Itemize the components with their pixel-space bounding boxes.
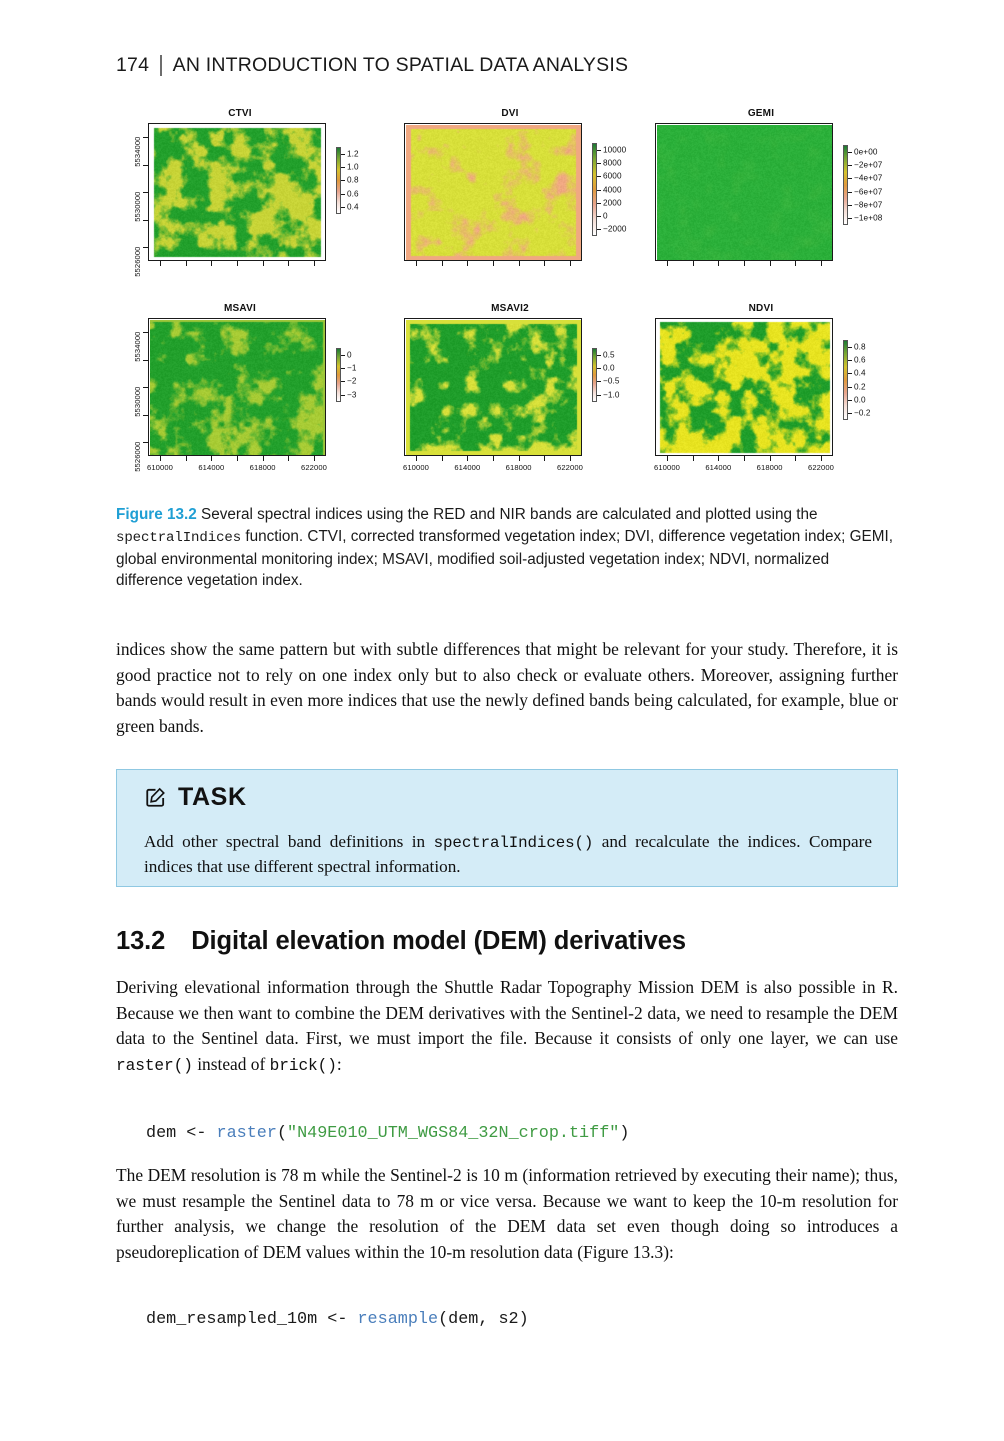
x-tick-label: 618000 xyxy=(505,463,532,472)
code-text: dem_resampled_10m <- xyxy=(146,1310,358,1329)
raster-plot xyxy=(148,318,326,456)
x-tick xyxy=(770,261,771,266)
section-text-1: Deriving elevational information through the Shuttle Radar Topography Mission DEM is also possible in R. Because we then want to combine the DEM derivatives with the Sentinel-2 data, we need to resample the DEM data to the Sentinel data. First, we must import the file. Because it consists of only one layer, we can use xyxy=(116,977,898,1049)
legend-tick xyxy=(597,150,601,151)
figure-row-top xyxy=(112,105,912,300)
x-tick xyxy=(821,261,822,266)
x-tick-label: 610000 xyxy=(654,463,680,472)
legend-label: −1.0 xyxy=(603,390,620,400)
x-tick-label: 618000 xyxy=(756,463,783,472)
x-tick xyxy=(160,261,161,266)
legend-tick xyxy=(848,400,852,401)
code-paren-open: ( xyxy=(276,1124,288,1143)
x-tick xyxy=(544,456,545,461)
colorbar-gradient xyxy=(336,348,341,402)
x-tick xyxy=(795,261,796,266)
x-tick xyxy=(667,261,668,266)
panel-msavi xyxy=(112,300,368,495)
x-tick xyxy=(693,456,694,461)
legend-label: 0e+00 xyxy=(854,147,878,157)
x-axis xyxy=(655,456,833,482)
y-axis xyxy=(112,123,148,277)
x-tick xyxy=(570,456,571,461)
x-tick xyxy=(821,456,822,461)
x-tick-label: 614000 xyxy=(705,463,732,472)
legend-label: 8000 xyxy=(603,158,622,168)
legend-tick xyxy=(848,347,852,348)
legend-tick xyxy=(848,165,852,166)
code-block-2 xyxy=(146,1308,906,1332)
legend-tick xyxy=(848,205,852,206)
legend-tick xyxy=(597,216,601,217)
section-paragraph-2: The DEM resolution is 78 m while the Sentinel-2 is 10 m (information retrieved by executing their name); thus, we must resample the Sentinel data to 78 m or vice versa. Because we want to keep the 10-m resolution for further analysis, we change the resolution of the DEM data set even though doing so introduces a pseudoreplication of DEM values within the 10-m resolution data (Figure 13.3): xyxy=(116,1165,898,1262)
x-tick xyxy=(667,456,668,461)
x-tick xyxy=(288,456,289,461)
panel-ndvi xyxy=(633,300,889,495)
legend-label: 2000 xyxy=(603,198,622,208)
legend-label: −3 xyxy=(347,390,357,400)
legend-tick xyxy=(341,180,345,181)
x-tick xyxy=(211,261,212,266)
legend-tick xyxy=(848,152,852,153)
legend-tick xyxy=(597,176,601,177)
x-axis xyxy=(148,261,326,287)
figure-label: Figure 13.2 xyxy=(116,506,197,523)
code-function-resample: resample xyxy=(357,1310,439,1329)
x-tick xyxy=(186,261,187,266)
x-tick xyxy=(314,261,315,266)
x-tick xyxy=(718,456,719,461)
legend-label: −2 xyxy=(347,376,357,386)
panel-title: MSAVI2 xyxy=(491,303,529,314)
code-args: (dem, s2) xyxy=(438,1310,529,1329)
legend-tick xyxy=(341,368,345,369)
section-text-3: : xyxy=(336,1053,342,1074)
x-tick xyxy=(442,261,443,266)
legend-label: −2e+07 xyxy=(854,160,883,170)
legend-tick xyxy=(597,368,601,369)
x-tick xyxy=(237,261,238,266)
section-inline-code-1: raster() xyxy=(116,1056,193,1075)
legend-label: 4000 xyxy=(603,185,622,195)
x-tick-label: 614000 xyxy=(454,463,481,472)
x-axis xyxy=(655,261,833,287)
legend-tick xyxy=(848,387,852,388)
caption-code: spectralIndices xyxy=(116,529,242,546)
x-tick-label: 610000 xyxy=(403,463,429,472)
legend-label: −0.5 xyxy=(603,376,620,386)
section-inline-code-2: brick() xyxy=(269,1056,337,1075)
legend-tick xyxy=(597,203,601,204)
section-title: Digital elevation model (DEM) derivatives xyxy=(191,927,686,955)
legend-tick xyxy=(597,163,601,164)
legend-label: 10000 xyxy=(603,145,627,155)
legend-label: 0.4 xyxy=(347,202,359,212)
task-callout xyxy=(116,769,898,887)
section-paragraph-1 xyxy=(116,975,898,1079)
x-tick xyxy=(493,261,494,266)
colorbar-gradient xyxy=(843,340,848,420)
y-axis xyxy=(112,318,148,472)
header-divider xyxy=(160,55,162,76)
caption-text-2: function. CTVI, corrected transformed vegetation index; DVI, difference vegetation index; GEMI, global environmental monitoring index; MSAVI, modified soil-adjusted vegetation index; NDVI, normalized difference vegetation index. xyxy=(116,527,893,590)
x-tick xyxy=(211,456,212,461)
legend-tick xyxy=(597,395,601,396)
code-function-raster: raster xyxy=(216,1124,277,1143)
x-tick-label: 622000 xyxy=(301,463,327,472)
legend-tick xyxy=(848,373,852,374)
panel-ctvi xyxy=(112,105,368,300)
raster-plot xyxy=(148,123,326,261)
legend-tick xyxy=(341,355,345,356)
figure-caption xyxy=(116,504,898,592)
legend-label: 0.8 xyxy=(854,342,866,352)
legend-label: 0.6 xyxy=(854,355,866,365)
legend-tick xyxy=(848,218,852,219)
panel-title: DVI xyxy=(501,108,519,119)
legend-tick xyxy=(341,207,345,208)
x-tick xyxy=(416,456,417,461)
x-tick-label: 614000 xyxy=(198,463,225,472)
code-string-filename: "N49E010_UTM_WGS84_32N_crop.tiff" xyxy=(287,1124,620,1143)
x-tick xyxy=(237,456,238,461)
raster-image xyxy=(406,125,582,261)
x-tick xyxy=(288,261,289,266)
legend-label: −4e+07 xyxy=(854,173,883,183)
legend-label: 1.0 xyxy=(347,162,359,172)
y-tick-label: 5526000 xyxy=(132,246,142,277)
raster-plot xyxy=(404,318,582,456)
task-heading xyxy=(144,783,247,812)
panel-dvi xyxy=(382,105,638,300)
raster-image xyxy=(150,125,326,261)
legend-tick xyxy=(341,194,345,195)
legend-label: 0.8 xyxy=(347,175,359,185)
x-tick xyxy=(467,456,468,461)
section-heading xyxy=(116,927,898,956)
legend-tick xyxy=(597,381,601,382)
panel-title: NDVI xyxy=(748,303,774,314)
x-tick xyxy=(744,261,745,266)
legend-tick xyxy=(341,381,345,382)
body-paragraph-1: indices show the same pattern but with subtle differences that might be relevant for your study. Therefore, it is good practice not to rely on one index only but to also check or evaluate others. Moreover, assigning further bands would result in even more indices that use the newly defined bands being calculated, for example, blue or green bands. xyxy=(116,639,898,736)
x-tick xyxy=(314,456,315,461)
x-tick xyxy=(693,261,694,266)
colorbar-gradient xyxy=(843,145,848,225)
caption-text-1: Several spectral indices using the RED and NIR bands are calculated and plotted using the xyxy=(196,506,818,523)
legend-tick xyxy=(341,167,345,168)
legend-label: −1 xyxy=(347,363,357,373)
section-number: 13.2 xyxy=(116,927,166,955)
task-heading-label: TASK xyxy=(178,783,247,811)
x-axis xyxy=(404,261,582,287)
x-tick-label: 610000 xyxy=(147,463,173,472)
colorbar-gradient xyxy=(592,348,597,402)
legend-tick xyxy=(848,360,852,361)
legend-tick xyxy=(597,229,601,230)
raster-plot xyxy=(655,318,833,456)
running-head xyxy=(116,50,916,80)
legend-label: 0 xyxy=(603,211,608,221)
y-tick-label: 5534000 xyxy=(132,136,142,167)
y-tick-label: 5530000 xyxy=(132,191,142,222)
legend-label: −8e+07 xyxy=(854,200,883,210)
legend-tick xyxy=(597,190,601,191)
raster-image xyxy=(406,320,582,456)
page-number: 174 xyxy=(116,53,150,76)
x-tick xyxy=(493,456,494,461)
legend-tick xyxy=(341,395,345,396)
y-tick-label: 5526000 xyxy=(132,441,142,472)
legend-label: −0.2 xyxy=(854,408,871,418)
x-tick xyxy=(519,456,520,461)
task-inline-code: spectralIndices() xyxy=(433,834,594,852)
x-tick xyxy=(570,261,571,266)
legend-tick xyxy=(848,192,852,193)
legend-label: 0 xyxy=(347,350,352,360)
x-tick xyxy=(416,261,417,266)
legend-tick xyxy=(848,413,852,414)
legend-label: 0.2 xyxy=(854,382,866,392)
legend-label: −6e+07 xyxy=(854,187,883,197)
x-tick xyxy=(160,456,161,461)
x-tick xyxy=(718,261,719,266)
panel-gemi xyxy=(633,105,889,300)
legend-label: 6000 xyxy=(603,171,622,181)
legend-tick xyxy=(597,355,601,356)
raster-plot xyxy=(404,123,582,261)
x-axis xyxy=(404,456,582,482)
legend-label: 1.2 xyxy=(347,149,359,159)
panel-title: GEMI xyxy=(747,108,775,119)
x-tick xyxy=(744,456,745,461)
x-tick xyxy=(544,261,545,266)
task-text-2: and recalculate the indices. Compare indices that use different spectral information. xyxy=(144,832,872,876)
x-tick-label: 622000 xyxy=(808,463,834,472)
raster-image xyxy=(657,125,833,261)
section-text-2: instead of xyxy=(192,1053,270,1074)
code-paren-close: ) xyxy=(619,1124,630,1143)
panel-title: CTVI xyxy=(228,108,252,119)
legend-label: −2000 xyxy=(603,224,627,234)
x-axis xyxy=(148,456,326,482)
legend-label: 0.0 xyxy=(603,363,615,373)
x-tick xyxy=(519,261,520,266)
x-tick xyxy=(263,261,264,266)
book-title: AN INTRODUCTION TO SPATIAL DATA ANALYSIS xyxy=(172,53,629,76)
legend-label: 0.5 xyxy=(603,350,615,360)
task-body-text xyxy=(144,830,872,880)
code-text: dem <- xyxy=(146,1124,217,1143)
raster-image xyxy=(657,320,833,456)
x-tick-label: 618000 xyxy=(249,463,276,472)
pencil-square-icon xyxy=(144,786,167,809)
legend-label: −1e+08 xyxy=(854,213,883,223)
x-tick xyxy=(795,456,796,461)
figure-row-bottom xyxy=(112,300,912,495)
legend-label: 0.0 xyxy=(854,395,866,405)
x-tick xyxy=(186,456,187,461)
legend-tick xyxy=(848,178,852,179)
task-text-1: Add other spectral band definitions in xyxy=(144,832,434,851)
panel-title: MSAVI xyxy=(224,303,256,314)
y-tick-label: 5530000 xyxy=(132,386,142,417)
x-tick xyxy=(263,456,264,461)
figure-13-2 xyxy=(112,105,912,495)
raster-image xyxy=(150,320,326,456)
legend-label: 0.6 xyxy=(347,189,359,199)
panel-msavi2 xyxy=(382,300,638,495)
x-tick xyxy=(467,261,468,266)
x-tick xyxy=(770,456,771,461)
x-tick xyxy=(442,456,443,461)
x-tick-label: 622000 xyxy=(557,463,583,472)
legend-label: 0.4 xyxy=(854,368,866,378)
code-block-1 xyxy=(146,1122,906,1146)
legend-tick xyxy=(341,154,345,155)
y-tick-label: 5534000 xyxy=(132,331,142,362)
raster-plot xyxy=(655,123,833,261)
